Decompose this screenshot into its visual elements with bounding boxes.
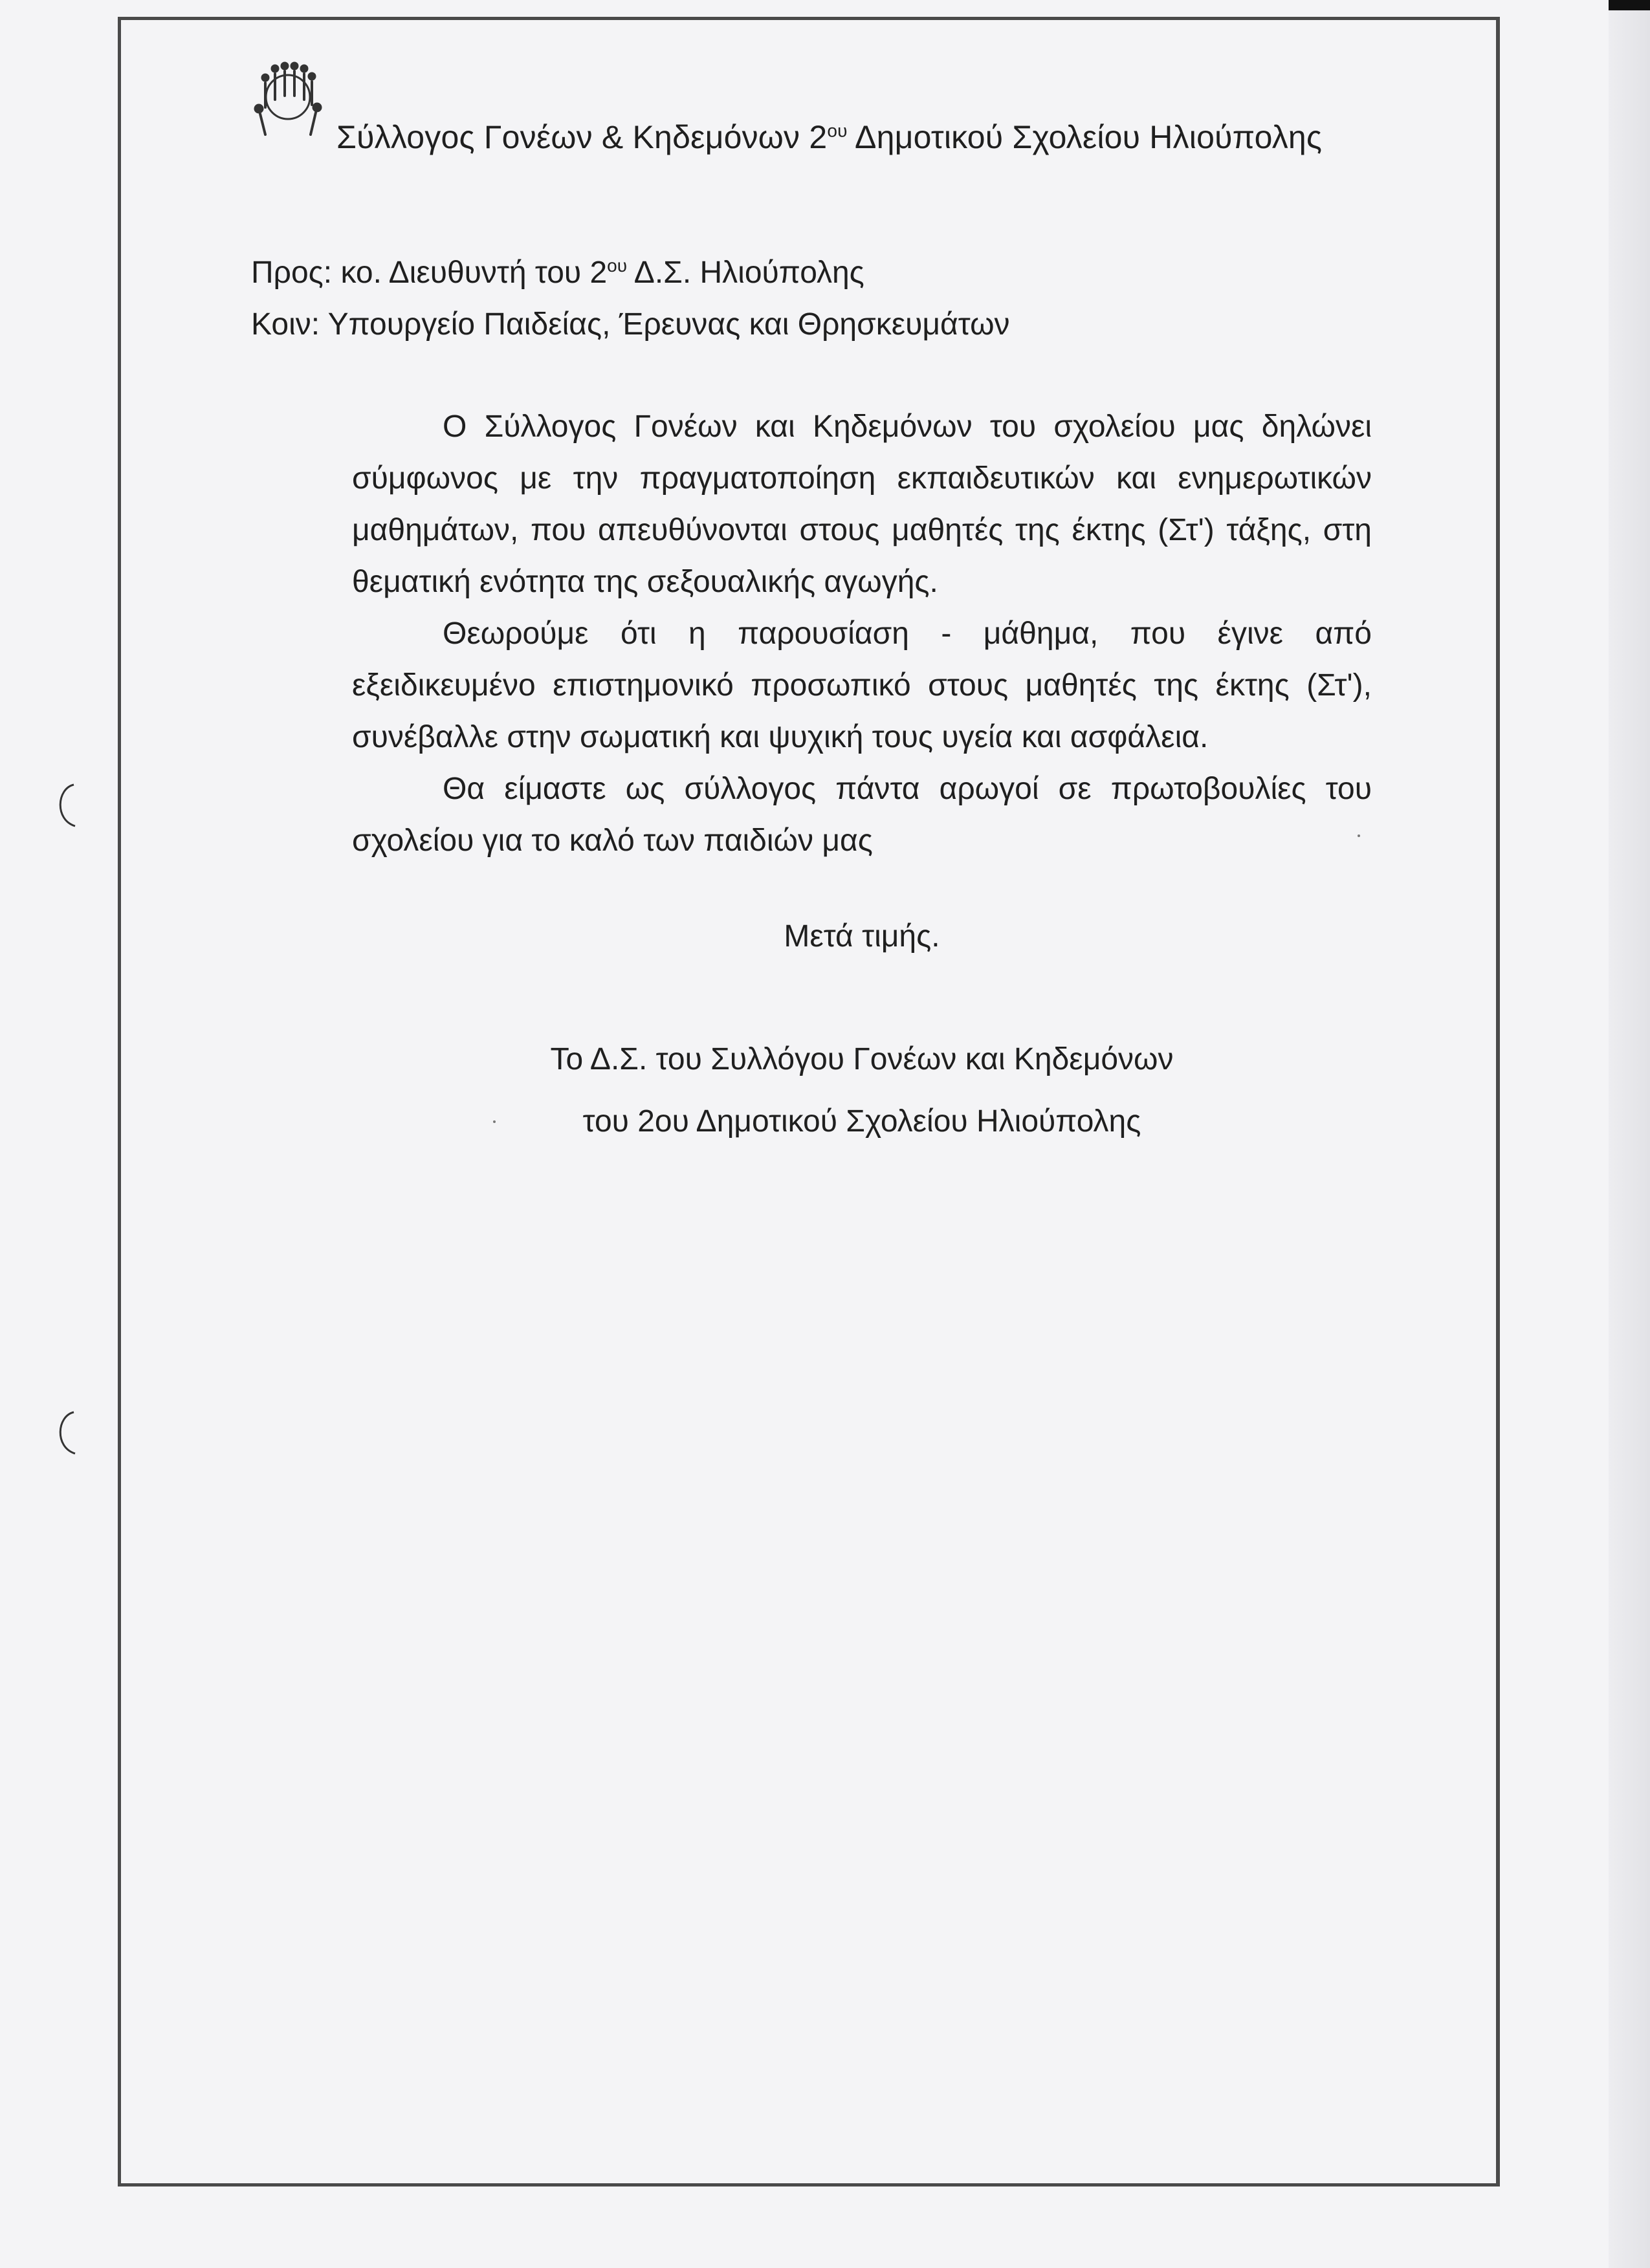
- recipient-to: Προς: κο. Διευθυντή του $2^{o\upsilon}$ Δ.Σ. Ηλιούπολης: [251, 256, 864, 290]
- organization-name: Σύλλογος Γονέων & Κηδεμόνων $2^{o\upsilon}$ Δημοτικού Σχολείου Ηλιούπολης: [336, 119, 1323, 155]
- closing-regards: Μετά τιμής.: [784, 919, 940, 954]
- paragraph: Ο Σύλλογος Γονέων και Κηδεμόνων του σχολείου μας δηλώνει σύμφωνος με την πραγματοποίηση εκπαιδευτικών και ενημερωτικών μαθημάτων, που απευθύνονται στους μαθητές της έκτης (Στ') τάξης, στη θεματική ενότητα της σεξουαλικής αγωγής.: [352, 409, 1372, 599]
- scan-speck: [493, 1120, 496, 1123]
- recipients-block: [251, 247, 1010, 351]
- paragraph: Θα είμαστε ως σύλλογος πάντα αρωγοί σε πρωτοβουλίες του σχολείου για το καλό των παιδιών μας: [352, 772, 1372, 858]
- recipient-cc: Κοιν: Υπουργείο Παιδείας, Έρευνας και Θρησκευμάτων: [251, 307, 1010, 342]
- circle-of-children-logo-icon: [246, 57, 330, 141]
- signature-line: του 2ου Δημοτικού Σχολείου Ηλιούπολης: [582, 1104, 1141, 1139]
- letterhead: [246, 57, 1411, 167]
- binder-hole-mark-icon: [48, 780, 87, 831]
- scan-speck: [1358, 834, 1360, 837]
- scan-edge: [1609, 0, 1650, 2268]
- scan-corner-mark: [1609, 0, 1650, 10]
- signature-line: Το Δ.Σ. του Συλλόγου Γονέων και Κηδεμόνων: [550, 1042, 1174, 1076]
- paragraph: Θεωρούμε ότι η παρουσίαση - μάθημα, που έγινε από εξειδικευμένο επιστημονικό προσωπικό στους μαθητές της έκτης (Στ'), συνέβαλλε στην σωματική και ψυχική τους υγεία και ασφάλεια.: [352, 616, 1372, 754]
- binder-hole-mark-icon: [48, 1407, 87, 1459]
- letter-body: [352, 401, 1372, 867]
